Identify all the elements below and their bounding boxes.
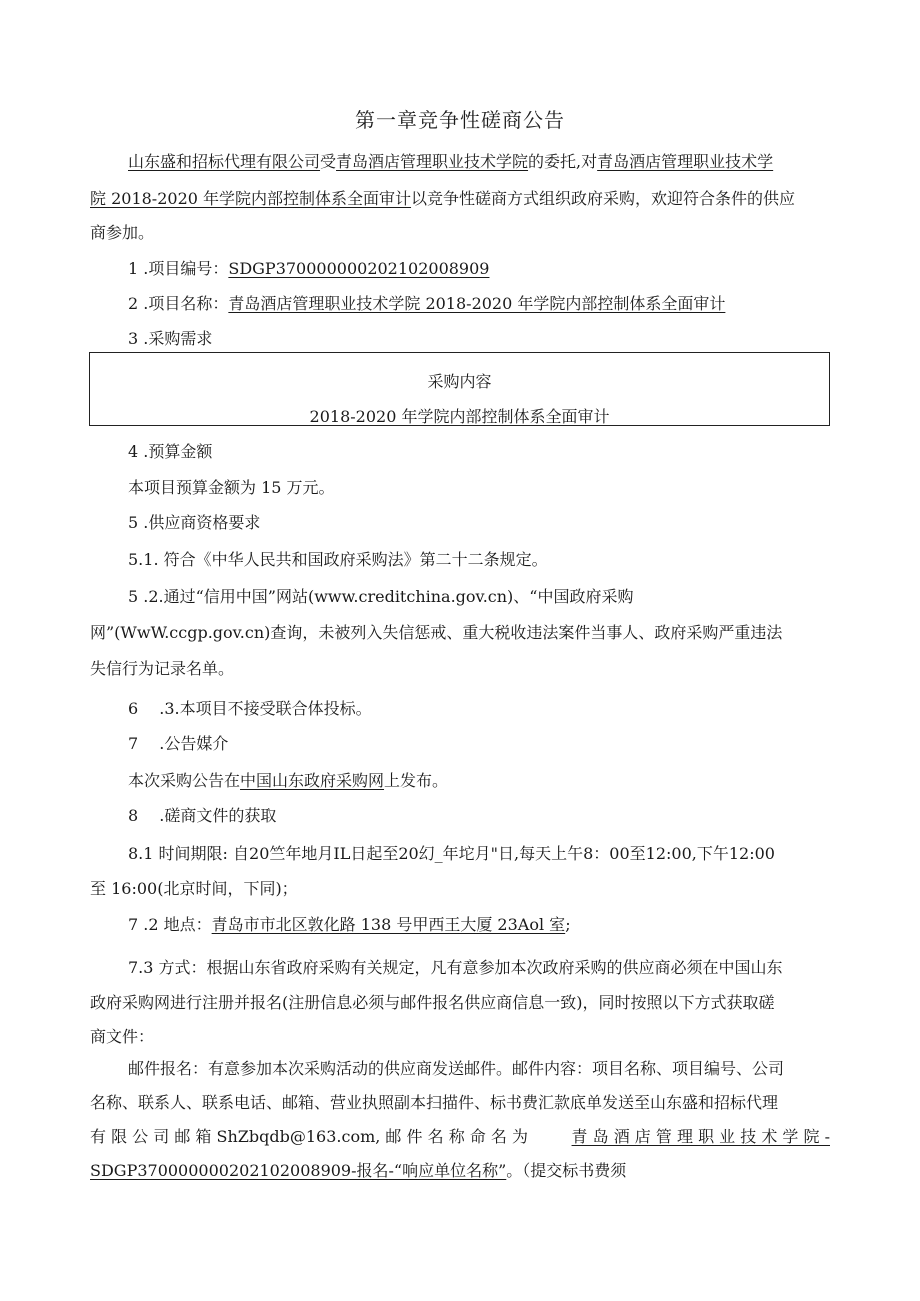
qualification-1: 5.1. 符合《中华人民共和国政府采购法》第二十二条规定。 bbox=[128, 550, 548, 569]
mail-line-1: 邮件报名：有意参加本次采购活动的供应商发送邮件。邮件内容：项目名称、项目编号、公司 bbox=[128, 1059, 785, 1078]
qualification-2-line-2: 网”(WwW.ccgp.gov.cn)查询，未被列入失信惩戒、重大税收违法案件当事人、政府采购严重违法 bbox=[90, 623, 783, 642]
qualification-2-line-1: 5 .2.通过“信用中国”网站(www.creditchina.gov.cn)、“中国政府采购 bbox=[128, 587, 634, 606]
place-line: 7 .2 地点：青岛市市北区敦化路 138 号甲西王大厦 23Aol 室; bbox=[128, 915, 571, 934]
time-line-1: 8.1 时间期限: 自20竺年地月IL日起至20幻_年坨月"日,每天上午8：00至12:00,下午12:00 bbox=[128, 844, 775, 863]
mail-subject-part1: 青 岛 酒 店 管 理 职 业 技 术 学 院 - bbox=[571, 1127, 830, 1146]
item-requirements: 3 .采购需求 bbox=[128, 329, 213, 348]
mail-line-2: 名称、联系人、联系电话、邮箱、营业执照副本扫描件、标书费汇款底单发送至山东盛和招标代理 bbox=[90, 1093, 779, 1112]
item-budget: 4 .预算金额 bbox=[128, 442, 213, 461]
mail-line-4: SDGP370000000202102008909-报名-“响应单位名称”。（提交标书费须 bbox=[90, 1161, 627, 1180]
method-line-2: 政府采购网进行注册并报名(注册信息必须与邮件报名供应商信息一致)，同时按照以下方式获取磋 bbox=[90, 993, 775, 1012]
client-name: 青岛酒店管理职业技术学院 bbox=[336, 152, 529, 171]
media-link[interactable]: 中国山东政府采购网 bbox=[240, 771, 385, 790]
time-line-2: 至 16:00(北京时间，下同)； bbox=[90, 879, 298, 898]
qualification-3: 6 .3.本项目不接受联合体投标。 bbox=[128, 699, 372, 718]
table-header: 采购内容 bbox=[427, 372, 492, 391]
item-media: 7 .公告媒介 bbox=[128, 734, 229, 753]
mail-line-3: 有 限 公 司 邮 箱 ShZbqdb@163.com, 邮 件 名 称 命 名 为 青 岛 酒 店 管 理 职 业 技 术 学 院 - bbox=[90, 1127, 830, 1146]
project-name: 青岛酒店管理职业技术学院 2018-2020 年学院内部控制体系全面审计 bbox=[228, 294, 726, 313]
item-project-name: 2 .项目名称：青岛酒店管理职业技术学院 2018-2020 年学院内部控制体系全面审计 bbox=[128, 294, 726, 313]
item-qualification: 5 .供应商资格要求 bbox=[128, 513, 261, 532]
qualification-2-line-3: 失信行为记录名单。 bbox=[90, 659, 235, 678]
agent-name: 山东盛和招标代理有限公司 bbox=[128, 152, 321, 171]
project-name-part1: 青岛酒店管理职业技术学 bbox=[597, 152, 774, 171]
item-doc-obtain: 8 .磋商文件的获取 bbox=[128, 806, 277, 825]
project-number: SDGP370000000202102008909 bbox=[228, 259, 490, 278]
method-line-1: 7.3 方式：根据山东省政府采购有关规定，凡有意参加本次政府采购的供应商必须在中国山东 bbox=[128, 958, 783, 977]
intro-line-1: 山东盛和招标代理有限公司受青岛酒店管理职业技术学院的委托,对青岛酒店管理职业技术学 bbox=[128, 152, 774, 171]
method-line-3: 商文件： bbox=[90, 1027, 155, 1046]
table-row: 2018-2020 年学院内部控制体系全面审计 bbox=[309, 407, 610, 426]
project-name-part2: 院 2018-2020 年学院内部控制体系全面审计 bbox=[90, 189, 412, 208]
intro-line-3: 商参加。 bbox=[90, 223, 155, 242]
place-address: 青岛市市北区敦化路 138 号甲西王大厦 23Aol 室 bbox=[211, 915, 566, 934]
mail-subject-part2: SDGP370000000202102008909-报名-“响应单位名称” bbox=[90, 1161, 507, 1180]
intro-line-2: 院 2018-2020 年学院内部控制体系全面审计以竞争性磋商方式组织政府采购，欢迎符合条件的供应 bbox=[90, 189, 796, 208]
procurement-table bbox=[89, 352, 830, 426]
budget-text: 本项目预算金额为 15 万元。 bbox=[128, 478, 335, 497]
item-project-number: 1 .项目编号：SDGP370000000202102008909 bbox=[128, 259, 490, 278]
media-text: 本次采购公告在中国山东政府采购网上发布。 bbox=[128, 771, 449, 790]
page-title: 第一章竞争性磋商公告 bbox=[355, 108, 565, 132]
